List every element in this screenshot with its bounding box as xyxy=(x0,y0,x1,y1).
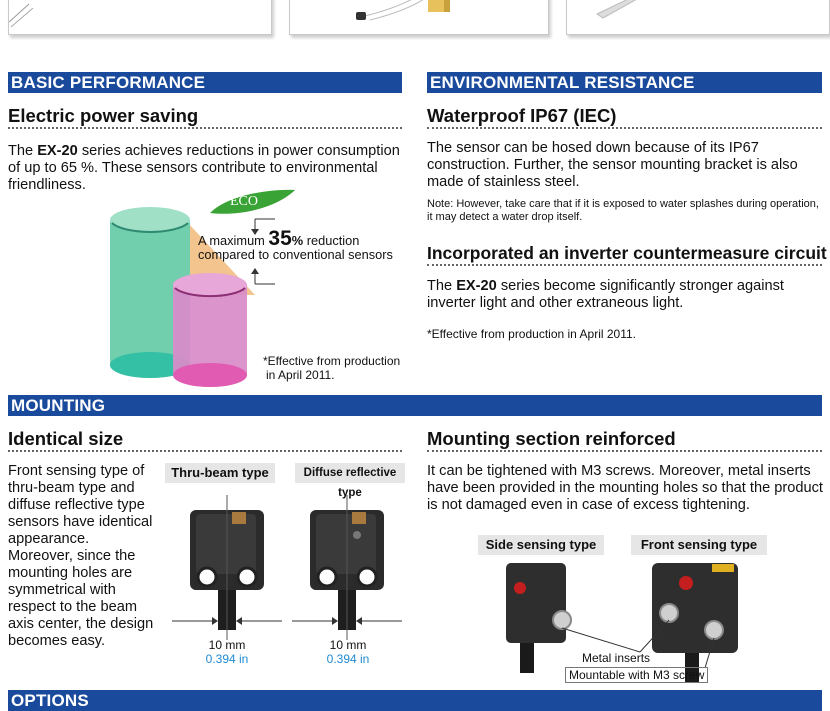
basic-performance-bar: BASIC PERFORMANCE xyxy=(8,72,402,93)
power-saving-footnote: *Effective from production in April 2011. xyxy=(263,354,401,382)
mounting-bar: MOUNTING xyxy=(8,395,822,416)
inverter-footnote: *Effective from production in April 2011. xyxy=(427,327,637,341)
side-sensing-type-label: Side sensing type xyxy=(478,535,604,555)
heading-divider xyxy=(427,450,822,452)
environmental-resistance-bar: ENVIRONMENTAL RESISTANCE xyxy=(427,72,822,93)
dimension-mm-thru: 10 mm xyxy=(208,638,246,652)
front-sensing-type-label: Front sensing type xyxy=(631,535,767,555)
identical-size-text: Front sensing type of thru-beam type and diffuse reflective type sensors have identical appearance. Moreover, since the mounting holes are symmetrical with respect to the beam axis center, the design becomes easy. xyxy=(8,463,154,649)
top-card-left xyxy=(8,0,272,35)
sensor-front-diagram xyxy=(160,490,410,640)
dimension-in-diffuse: 0.394 in xyxy=(326,652,370,666)
mounting-reinforced-text: It can be tightened with M3 screws. Moreover, metal inserts have been provided in the mounting holes so that the product is not damaged even in case of excess tightening. xyxy=(427,463,823,513)
heading-divider xyxy=(8,450,402,452)
bracket-illustration xyxy=(567,0,829,34)
inverter-text: The EX-20 series become significantly stronger against inverter light and other extraneous light. xyxy=(427,278,784,311)
dimension-in-thru: 0.394 in xyxy=(205,652,249,666)
metal-inserts-label: Metal inserts xyxy=(582,651,651,665)
identical-size-heading: Identical size xyxy=(8,428,124,449)
options-bar: OPTIONS xyxy=(8,690,822,711)
m3-screw-label: Mountable with M3 screw xyxy=(565,667,708,683)
waterproof-text: The sensor can be hosed down because of its IP67 construction. Further, the sensor mounting bracket is also made of stainless steel. xyxy=(427,140,798,190)
heading-divider xyxy=(427,127,822,129)
cable-illustration xyxy=(290,0,548,34)
top-card-middle xyxy=(289,0,549,35)
diffuse-reflective-type-label: Diffuse reflective type xyxy=(295,463,405,483)
thru-beam-type-label: Thru-beam type xyxy=(165,463,275,483)
dimension-mm-diffuse: 10 mm xyxy=(329,638,367,652)
top-card-right xyxy=(566,0,830,35)
reduction-callout: A maximum 35% reduction compared to conventional sensors xyxy=(198,227,393,262)
waterproof-note: Note: However, take care that if it is exposed to water splashes during operation, it may detect a water drop itself. xyxy=(427,198,819,223)
eco-label: ECO xyxy=(230,194,258,209)
mounting-reinforced-heading: Mounting section reinforced xyxy=(427,428,676,449)
heading-divider xyxy=(427,264,822,266)
electric-power-saving-heading: Electric power saving xyxy=(8,105,199,126)
inverter-heading: Incorporated an inverter countermeasure circuit xyxy=(427,243,827,263)
power-saving-text: The EX-20 series achieves reductions in power consumption of up to 65 %. These sensors contribute to environmental friendliness. xyxy=(8,143,400,193)
heading-divider xyxy=(8,127,402,129)
product-illustration xyxy=(9,0,271,34)
waterproof-heading: Waterproof IP67 (IEC) xyxy=(427,105,617,126)
